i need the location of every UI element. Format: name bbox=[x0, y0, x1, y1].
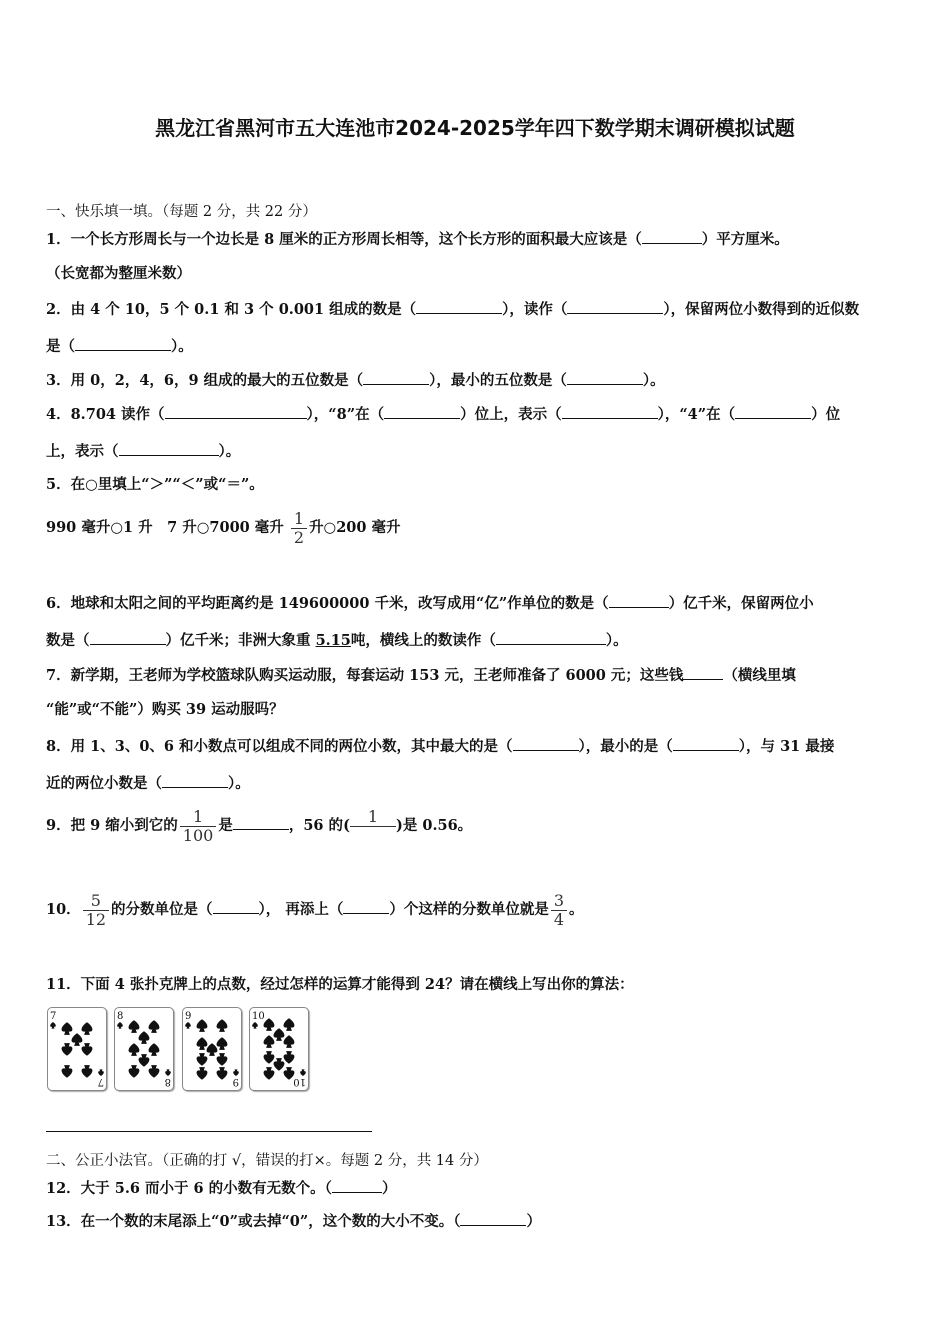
spade-icon bbox=[183, 1008, 241, 1090]
q7-text-a: 7．新学期，王老师为学校篮球队购买运动服，每套运动 153 元，王老师准备了 6000 元；这些钱 bbox=[46, 667, 684, 684]
q9-text-a: 9．把 9 缩小到它的 bbox=[46, 817, 178, 834]
q2-text-b: ），读作（ bbox=[502, 301, 568, 318]
q4-text-d: ），“4”在（ bbox=[657, 406, 736, 423]
svg-text:7: 7 bbox=[97, 1076, 104, 1087]
q4-text-b: ），“8”在（ bbox=[306, 406, 385, 423]
question-11: 11．下面 4 张扑克牌上的点数，经过怎样的运算才能得到 24？请在横线上写出你的算法： bbox=[46, 976, 634, 993]
question-9 bbox=[46, 806, 472, 846]
q13-text-b: ） bbox=[526, 1213, 541, 1230]
answer-line[interactable] bbox=[46, 1131, 372, 1132]
fraction-denominator: 4 bbox=[551, 910, 567, 929]
q10-text-e: 。 bbox=[569, 901, 584, 918]
playing-card-10 bbox=[249, 1007, 309, 1091]
playing-card-7 bbox=[47, 1007, 107, 1091]
svg-text:8: 8 bbox=[117, 1011, 124, 1022]
q2-text-e: ）。 bbox=[171, 338, 193, 355]
q5-text-b: 990 毫升○1 升 7 升○7000 毫升 bbox=[46, 519, 284, 536]
playing-card-9 bbox=[182, 1007, 242, 1091]
q1-text-end: ）平方厘米。 bbox=[701, 231, 789, 248]
answer-blank[interactable] bbox=[513, 736, 579, 751]
q12-text-a: 12．大于 5.6 而小于 6 的小数有无数个。（ bbox=[46, 1180, 332, 1197]
spade-icon bbox=[115, 1008, 173, 1090]
q8-text-c: ），与 31 最接 bbox=[738, 738, 835, 755]
answer-blank[interactable] bbox=[496, 630, 606, 645]
q10-text-b: 的分数单位是（ bbox=[111, 901, 213, 918]
q4-text-e: ）位 bbox=[811, 406, 841, 423]
q3-text-a: 3．用 0，2，4，6，9 组成的最大的五位数是（ bbox=[46, 372, 364, 389]
question-10 bbox=[46, 890, 584, 930]
section-1-heading: 一、快乐填一填。（每题 2 分，共 22 分） bbox=[46, 204, 317, 220]
paren-close: ) bbox=[395, 817, 403, 834]
q8-text-e: ）。 bbox=[228, 775, 250, 792]
fraction-numerator: 3 bbox=[553, 890, 565, 910]
svg-text:8: 8 bbox=[164, 1076, 171, 1087]
paren-open: ( bbox=[343, 817, 350, 834]
fraction-numerator: 1 bbox=[293, 508, 305, 528]
question-5-comparisons bbox=[46, 508, 401, 548]
question-2-line-1 bbox=[46, 299, 859, 319]
q12-text-b: ） bbox=[381, 1180, 397, 1197]
q9-text-c: ，56 的 bbox=[288, 817, 344, 834]
q2-text-d: 是（ bbox=[46, 338, 75, 355]
q10-number: 10． bbox=[46, 901, 81, 918]
page-title: 黑龙江省黑河市五大连池市2024-2025学年四下数学期末调研模拟试题 bbox=[155, 116, 795, 140]
question-1-line-2: （长宽都为整厘米数） bbox=[46, 265, 191, 282]
q13-text-a: 13．在一个数的末尾添上“0”或去掉“0”，这个数的大小不变。（ bbox=[46, 1213, 461, 1230]
answer-blank[interactable] bbox=[562, 404, 658, 419]
q9-text-b: 是 bbox=[218, 817, 233, 834]
question-3 bbox=[46, 370, 665, 390]
answer-blank[interactable] bbox=[162, 773, 228, 788]
fraction-one-hundredth bbox=[180, 808, 217, 845]
answer-blank[interactable] bbox=[416, 299, 502, 314]
answer-blank[interactable] bbox=[332, 1178, 382, 1193]
answer-blank[interactable] bbox=[213, 899, 259, 914]
fraction-numerator: 1 bbox=[192, 806, 204, 826]
answer-blank[interactable] bbox=[119, 441, 219, 456]
q8-text-a: 8．用 1、3、0、6 和小数点可以组成不同的两位小数，其中最大的是（ bbox=[46, 738, 513, 755]
answer-blank[interactable] bbox=[90, 630, 166, 645]
q4-text-f: 上，表示（ bbox=[46, 443, 119, 460]
q8-text-b: ），最小的是（ bbox=[578, 738, 673, 755]
svg-text:9: 9 bbox=[185, 1011, 192, 1022]
playing-card-8 bbox=[114, 1007, 174, 1091]
fraction-denominator: 2 bbox=[291, 528, 307, 547]
answer-blank[interactable] bbox=[642, 229, 702, 244]
fraction-three-quarters bbox=[551, 892, 567, 929]
svg-text:10: 10 bbox=[252, 1011, 265, 1022]
q8-text-d: 近的两位小数是（ bbox=[46, 775, 162, 792]
section-2-heading: 二、公正小法官。（正确的打 √，错误的打×。每题 2 分，共 14 分） bbox=[46, 1153, 488, 1169]
svg-text:10: 10 bbox=[293, 1076, 306, 1087]
q10-text-c: ）， 再添上（ bbox=[258, 901, 344, 918]
question-7-line-1 bbox=[46, 665, 796, 685]
fraction-blank-denominator[interactable] bbox=[350, 808, 396, 845]
answer-blank[interactable] bbox=[343, 899, 389, 914]
answer-blank[interactable] bbox=[673, 736, 739, 751]
q7-text-b: （横线里填 bbox=[723, 667, 796, 684]
q10-text-d: ）个这样的分数单位就是 bbox=[389, 901, 549, 918]
question-6-line-1 bbox=[46, 593, 814, 613]
answer-blank[interactable] bbox=[683, 665, 723, 680]
fraction-five-twelfths bbox=[83, 892, 109, 929]
svg-text:9: 9 bbox=[232, 1076, 239, 1087]
question-6-line-2 bbox=[46, 630, 628, 650]
fraction-numerator: 1 bbox=[367, 806, 379, 826]
answer-blank[interactable] bbox=[567, 370, 643, 385]
answer-blank[interactable] bbox=[567, 299, 663, 314]
question-1-line-1 bbox=[46, 229, 789, 249]
question-12 bbox=[46, 1178, 396, 1198]
question-7-line-2: “能”或“不能”）购买 39 运动服吗？ bbox=[46, 701, 284, 718]
q6-text-c: 数是（ bbox=[46, 632, 90, 649]
spade-icon bbox=[250, 1008, 308, 1090]
q9-text-d: 是 0.56。 bbox=[402, 817, 473, 834]
answer-blank[interactable] bbox=[75, 336, 171, 351]
q6-text-f: ）。 bbox=[605, 632, 628, 649]
question-4-line-2 bbox=[46, 441, 240, 461]
q6-text-d: ）亿千米；非洲大象重 bbox=[165, 632, 316, 649]
question-8-line-2 bbox=[46, 773, 250, 793]
answer-blank[interactable] bbox=[363, 370, 429, 385]
q2-text-a: 2．由 4 个 10，5 个 0.1 和 3 个 0.001 组成的数是（ bbox=[46, 301, 417, 318]
q2-text-c: ），保留两位小数得到的近似数 bbox=[663, 301, 860, 318]
question-8-line-1 bbox=[46, 736, 834, 756]
fraction-one-half bbox=[291, 510, 307, 547]
q4-text-g: ）。 bbox=[218, 443, 241, 460]
answer-blank[interactable] bbox=[735, 404, 811, 419]
q1-text: 1．一个长方形周长与一个边长是 8 厘米的正方形周长相等，这个长方形的面积最大应该是（ bbox=[46, 231, 642, 248]
spade-icon bbox=[48, 1008, 106, 1090]
svg-text:7: 7 bbox=[50, 1011, 57, 1022]
q5-text-c: 升○200 毫升 bbox=[309, 519, 401, 536]
question-4-line-1 bbox=[46, 404, 840, 424]
q3-text-c: ）。 bbox=[642, 372, 665, 389]
question-13 bbox=[46, 1211, 541, 1231]
fraction-denominator: 12 bbox=[83, 910, 109, 929]
q6-text-e: 吨，横线上的数读作（ bbox=[350, 632, 496, 649]
fraction-denominator-blank[interactable] bbox=[350, 826, 396, 845]
answer-blank[interactable] bbox=[609, 593, 669, 608]
fraction-numerator: 5 bbox=[90, 890, 101, 910]
q4-text-c: ）位上，表示（ bbox=[460, 406, 562, 423]
answer-blank[interactable] bbox=[233, 815, 289, 830]
fraction-denominator: 100 bbox=[180, 826, 217, 845]
q6-text-b: ）亿千米，保留两位小 bbox=[668, 595, 814, 612]
q4-text-a: 4．8.704 读作（ bbox=[46, 406, 165, 423]
question-5-prompt: 5．在○里填上“＞”“＜”或“＝”。 bbox=[46, 476, 264, 493]
answer-blank[interactable] bbox=[165, 404, 307, 419]
q3-text-b: ），最小的五位数是（ bbox=[429, 372, 567, 389]
answer-blank[interactable] bbox=[460, 1211, 526, 1226]
answer-blank[interactable] bbox=[384, 404, 460, 419]
question-2-line-2 bbox=[46, 336, 193, 356]
q6-text-a: 6．地球和太阳之间的平均距离约是 149600000 千米，改写成用“亿”作单位的数是（ bbox=[46, 595, 609, 612]
underlined-weight: 5.15 bbox=[315, 632, 351, 649]
